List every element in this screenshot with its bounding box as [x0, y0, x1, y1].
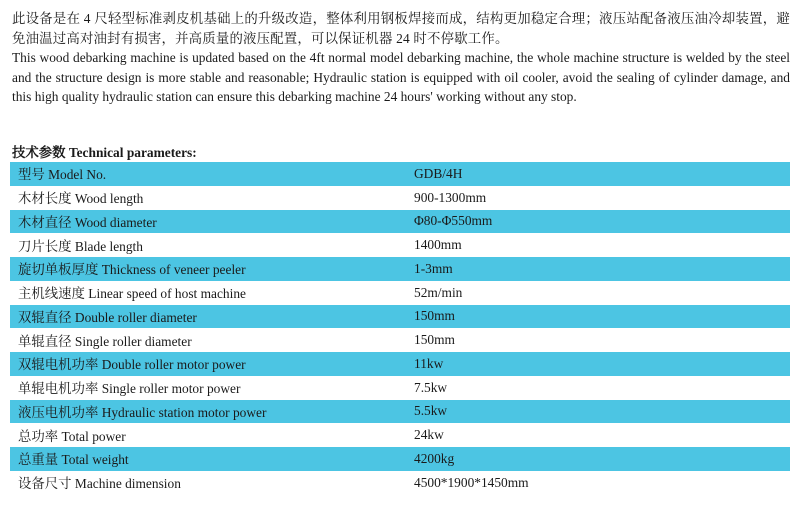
spec-label: 总功率 Total power	[18, 428, 126, 444]
intro-chinese: 此设备是在 4 尺轻型标准剥皮机基础上的升级改造，整体利用钢板焊接而成，结构更加稳定合理；液压站配备液压油冷却装置，避免油温过高对油封有损害，并高质量的液压配置，可以保证机器 24 时不停歇工作。	[12, 11, 790, 46]
spec-value: 24kw	[414, 427, 444, 443]
spec-label: 双辊电机功率 Double roller motor power	[10, 352, 414, 376]
spec-value: GDB/4H	[414, 162, 790, 186]
spec-label: 主机线速度 Linear speed of host machine	[18, 286, 246, 302]
spec-table	[10, 162, 790, 495]
spec-row-wood-length	[10, 186, 790, 210]
spec-row-hydraulic-power	[10, 400, 790, 424]
spec-label: 单辊电机功率 Single roller motor power	[18, 381, 241, 397]
spec-row-blade-length	[10, 233, 790, 257]
spec-value: 1-3mm	[414, 257, 790, 281]
spec-label: 木材直径 Wood diameter	[10, 210, 414, 234]
intro-text	[12, 9, 790, 107]
spec-label: 刀片长度 Blade length	[18, 238, 143, 254]
spec-label: 型号 Model No.	[10, 162, 414, 186]
intro-english: This wood debarking machine is updated based on the 4ft normal model debarking machine, the whole machine structure is welded by the steel and the structure design is more stable and reasonable; Hydraulic station is equipped with oil cooler, avoid the sealing of cylinder damage, and this high quality hydraulic station can ensure this debarking machine 24 hours' working without any stop.	[12, 50, 790, 104]
spec-value: 5.5kw	[414, 400, 790, 424]
spec-value: 11kw	[414, 352, 790, 376]
spec-row-single-roller-power	[10, 376, 790, 400]
spec-row-double-roller-power	[10, 352, 790, 376]
spec-value: 4500*1900*1450mm	[414, 474, 529, 490]
spec-label: 总重量 Total weight	[10, 447, 414, 471]
spec-row-double-roller-diameter	[10, 305, 790, 329]
spec-row-total-weight	[10, 447, 790, 471]
spec-row-total-power	[10, 423, 790, 447]
spec-row-machine-dimension	[10, 471, 790, 495]
spec-value: 150mm	[414, 332, 455, 348]
spec-value: 900-1300mm	[414, 189, 487, 205]
spec-label: 旋切单板厚度 Thickness of veneer peeler	[10, 257, 414, 281]
spec-label: 双辊直径 Double roller diameter	[10, 305, 414, 329]
spec-row-model	[10, 162, 790, 186]
spec-label: 设备尺寸 Machine dimension	[18, 476, 181, 492]
section-title: 技术参数 Technical parameters:	[12, 145, 197, 160]
spec-value: 52m/min	[414, 284, 463, 300]
spec-value: 7.5kw	[414, 379, 448, 395]
spec-value: 150mm	[414, 305, 790, 329]
spec-row-wood-diameter	[10, 210, 790, 234]
spec-row-linear-speed	[10, 281, 790, 305]
spec-value: 1400mm	[414, 237, 462, 253]
spec-row-veneer-thickness	[10, 257, 790, 281]
spec-value: Φ80-Φ550mm	[414, 210, 790, 234]
spec-label: 液压电机功率 Hydraulic station motor power	[10, 400, 414, 424]
spec-value: 4200kg	[414, 447, 790, 471]
spec-label: 单辊直径 Single roller diameter	[18, 333, 192, 349]
spec-row-single-roller-diameter	[10, 328, 790, 352]
spec-label: 木材长度 Wood length	[18, 191, 144, 207]
